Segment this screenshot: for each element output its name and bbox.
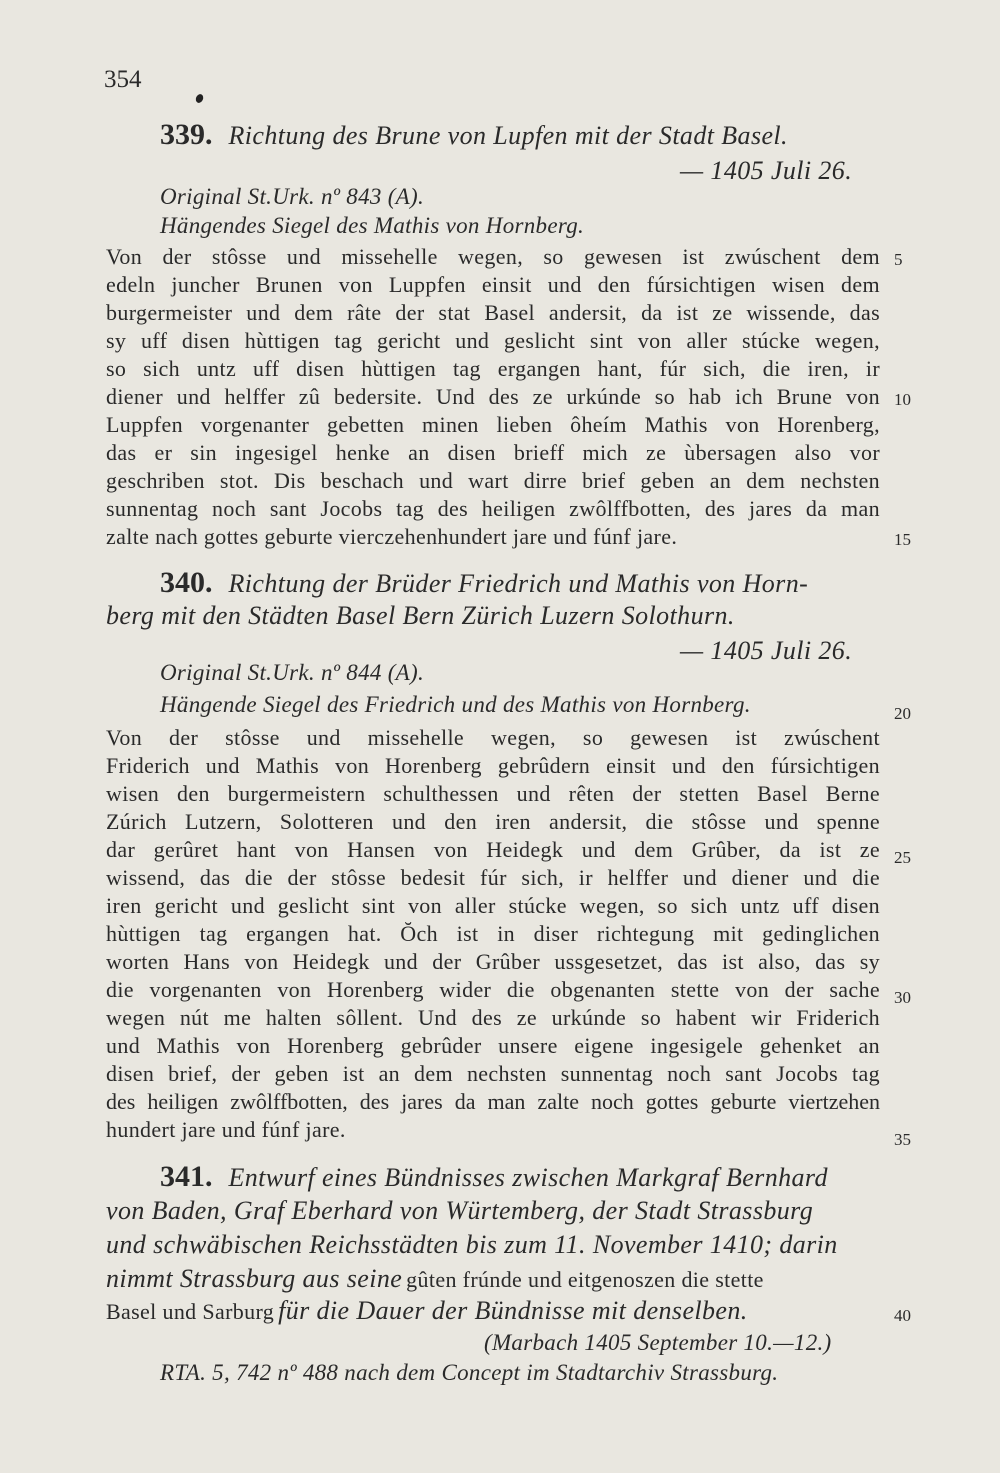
line-number: 35 [894, 1130, 911, 1149]
text-line: wegen nút me halten sôllent. Und des ze urkúnde so habent wir Friderich [106, 1005, 880, 1030]
section-340-heading [160, 566, 808, 600]
text-line: so sich untz uff disen hùttigen tag ergangen hant, fúr sich, die iren, ir [106, 356, 880, 381]
text-line: Friderich und Mathis von Horenberg gebrûdern einsit und den fúrsichtigen [106, 753, 880, 778]
line-number: 5 [894, 250, 903, 269]
text-line: und Mathis von Horenberg gebrûder unsere eigene ingesigele gehenket an [106, 1033, 880, 1058]
line-number: 40 [894, 1306, 911, 1325]
ink-mark [194, 93, 204, 104]
text-line: Von der stôsse und missehelle wegen, so gewesen ist zwúschent [106, 725, 880, 750]
section-number: 339. [160, 118, 213, 151]
text-line: Von der stôsse und missehelle wegen, so gewesen ist zwúschent dem [106, 244, 880, 269]
text-line: Luppfen vorgenanter gebetten minen lieben ôheím Mathis von Horenberg, [106, 412, 880, 437]
text-line: worten Hans von Heidegk und der Grûber ussgesetzet, das ist also, das sy [106, 949, 880, 974]
text-line: sy uff disen hùttigen tag gericht und geslicht sint von aller stúcke wegen, [106, 328, 880, 353]
line-number: 15 [894, 530, 911, 549]
section-title-cont: von Baden, Graf Eberhard von Würtemberg, der Stadt Strassburg [106, 1196, 814, 1225]
mixed-roman: Basel und Sarburg [106, 1299, 275, 1324]
text-line: des heiligen zwôlffbotten, des jares da man zalte noch gottes geburte viertzehen [106, 1089, 880, 1114]
section-title: Richtung des Brune von Lupfen mit der Stadt Basel. [228, 121, 788, 150]
text-line: dar gerûret hant von Hansen von Heidegk und dem Grûber, da ist ze [106, 837, 880, 862]
mixed-roman: gûten frúnde und eitgenoszen die stette [406, 1267, 764, 1292]
mixed-italic: für die Dauer der Bündnisse mit denselben. [278, 1296, 748, 1325]
section-seal: Hängende Siegel des Friedrich und des Mathis von Hornberg. [160, 692, 751, 717]
text-line: wisen den burgermeistern schulthessen und rêten der stetten Basel Berne [106, 781, 880, 806]
text-line: hundert jare und fúnf jare. [106, 1117, 346, 1142]
text-line: Zúrich Lutzern, Solotteren und den iren andersit, die stôsse und spenne [106, 809, 880, 834]
line-number: 20 [894, 704, 911, 723]
text-line: disen brief, der geben ist an dem nechsten sunnentag noch sant Jocobs tag [106, 1061, 880, 1086]
text-line: geschriben stot. Dis beschach und wart dirre brief geben an dem nechsten [106, 468, 880, 493]
text-line: zalte nach gottes geburte vierczehenhundert jare und fúnf jare. [106, 524, 678, 549]
section-number: 340. [160, 566, 213, 599]
line-number: 10 [894, 390, 911, 409]
section-mixed-line [106, 1296, 748, 1326]
section-title-cont: und schwäbischen Reichsstädten bis zum 11. November 1410; darin [106, 1230, 838, 1259]
section-date: (Marbach 1405 September 10.—12.) [484, 1330, 832, 1355]
section-339-heading [160, 118, 788, 152]
section-number: 341. [160, 1160, 213, 1193]
text-line: hùttigen tag ergangen hat. Ŏch ist in diser richtegung mit gedinglichen [106, 921, 880, 946]
text-line: iren gericht und geslicht sint von aller stúcke wegen, so sich untz uff disen [106, 893, 880, 918]
text-line: edeln juncher Brunen von Luppfen einsit und den fúrsichtigen wisen dem [106, 272, 880, 297]
text-line: sunnentag noch sant Jocobs tag des heiligen zwôlffbotten, des jares da man [106, 496, 880, 521]
section-341-heading [160, 1160, 828, 1194]
section-date: — 1405 Juli 26. [680, 636, 853, 665]
text-line: diener und helffer zû bedersite. Und des ze urkúnde so hab ich Brune von [106, 384, 880, 409]
section-title-cont: berg mit den Städten Basel Bern Zürich Luzern Solothurn. [106, 601, 735, 630]
mixed-italic: nimmt Strassburg aus seine [106, 1264, 403, 1293]
text-line: die vorgenanten von Horenberg wider die obgenanten stette von der sache [106, 977, 880, 1002]
section-mixed-line [106, 1264, 764, 1294]
section-seal: Hängendes Siegel des Mathis von Hornberg. [160, 213, 585, 238]
text-line: das er sin ingesigel henke an disen brieff mich ze ùbersagen also vor [106, 440, 880, 465]
section-title: Entwurf eines Bündnisses zwischen Markgraf Bernhard [228, 1163, 828, 1192]
section-source: Original St.Urk. nº 844 (A). [160, 660, 425, 685]
line-number: 30 [894, 988, 911, 1007]
section-source: RTA. 5, 742 nº 488 nach dem Concept im Stadtarchiv Strassburg. [160, 1360, 779, 1385]
text-line: wissend, das die der stôsse bedesit fúr sich, ir helffer und diener und die [106, 865, 880, 890]
page-number: 354 [104, 66, 142, 93]
line-number: 25 [894, 848, 911, 867]
section-title: Richtung der Brüder Friedrich und Mathis von Horn- [228, 569, 809, 598]
section-date: — 1405 Juli 26. [680, 156, 853, 185]
section-source: Original St.Urk. nº 843 (A). [160, 184, 425, 209]
text-line: burgermeister und dem râte der stat Basel andersit, da ist ze wissende, das [106, 300, 880, 325]
